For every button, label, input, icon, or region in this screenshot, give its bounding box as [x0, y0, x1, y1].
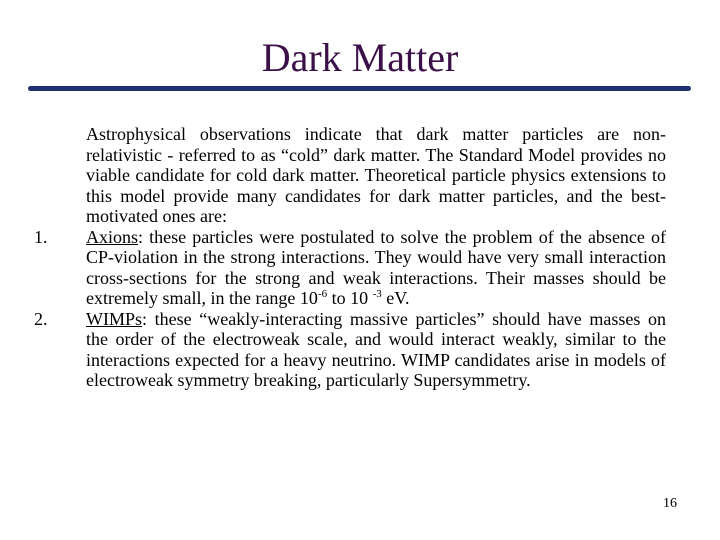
axions-exponent-low: -6 [317, 288, 328, 300]
slide-body [34, 124, 666, 391]
wimps-description: : these “weakly-interacting massive particles” should have masses on the order of the electroweak scale, and would interact weakly, similar to the interactions expected for a heavy neutrino. WIMP candidates arise in models of electroweak symmetry breaking, particularly Supersymmetry. [86, 308, 666, 390]
title-divider [28, 84, 691, 94]
title-divider-bar [28, 86, 691, 91]
slide-title: Dark Matter [261, 35, 459, 80]
list-item [34, 308, 666, 391]
axions-term: Axions [86, 226, 139, 247]
wimps-term: WIMPs [86, 308, 143, 329]
candidate-list [34, 226, 666, 391]
axions-range-connector: to 10 [327, 288, 373, 308]
page-number: 16 [663, 496, 677, 511]
list-number: 1. [34, 226, 48, 247]
list-item [34, 226, 666, 309]
axions-unit: eV. [381, 288, 410, 308]
intro-paragraph: Astrophysical observations indicate that dark matter particles are non-relativistic - referred to as “cold” dark matter. The Standard Model provides no viable candidate for cold dark matter. Theoretical particle physics extensions to this model provide many candidates for dark matter particles, and the best-motivated ones are: [86, 124, 666, 226]
axions-exponent-high: -3 [372, 288, 382, 300]
axions-description: : these particles were postulated to solve the problem of the absence of CP-violation in the strong interactions. They would have very small interaction cross-sections for the strong and weak interactions. Their masses should be extremely small, in the range 10 [86, 226, 666, 308]
list-number: 2. [34, 308, 48, 329]
